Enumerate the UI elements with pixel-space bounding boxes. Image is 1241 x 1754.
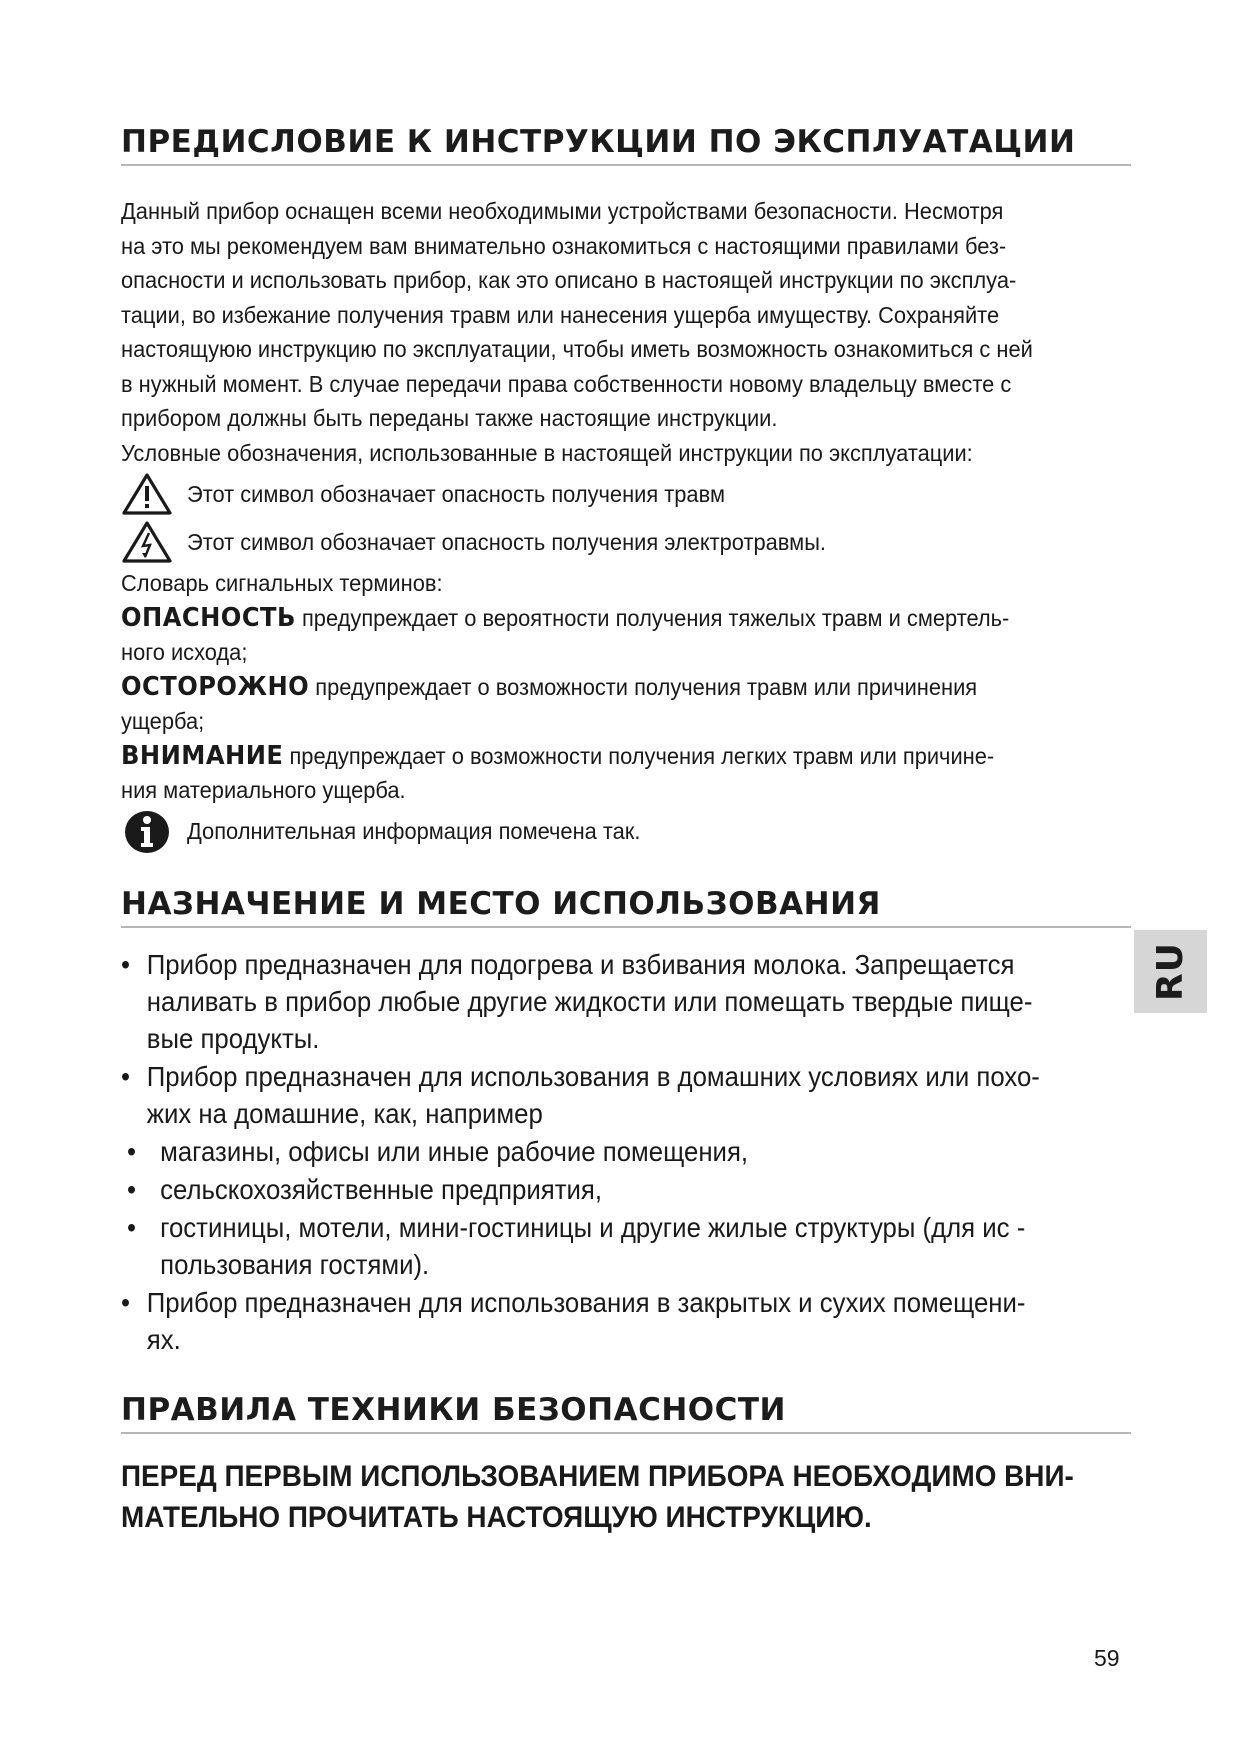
term-text: ния материального ущерба. xyxy=(121,777,406,803)
list-item-line: • Прибор предназначен для подогрева и взбивания молока. Запрещается xyxy=(146,948,1015,980)
page-content xyxy=(121,110,1121,1538)
page-number: 59 xyxy=(1094,1645,1120,1671)
language-tab xyxy=(1134,930,1207,1013)
info-icon xyxy=(121,810,173,854)
symbol-electric-text: Этот символ обозначает опасность получения электротравмы. xyxy=(187,528,826,555)
section-title-safety: ПРАВИЛА ТЕХНИКИ БЕЗОПАСНОСТИ xyxy=(121,1392,1131,1434)
symbol-row-electric xyxy=(121,518,1121,566)
section-title-purpose: НАЗНАЧЕНИЕ И МЕСТО ИСПОЛЬЗОВАНИЯ xyxy=(121,886,1131,928)
paragraph-line: тации, во избежание получения травм или нанесения ущерба имуществу. Сохраняйте xyxy=(121,301,1000,328)
symbol-row-injury xyxy=(121,470,1121,518)
list-item-line: • гостиницы, мотели, мини-гостиницы и другие жилые структуры (для ис - xyxy=(160,1211,1026,1243)
term-caution xyxy=(121,670,1125,739)
list-item-line: • Прибор предназначен для использования в закрытых и сухих помещени- xyxy=(146,1286,1026,1318)
info-note-text: Дополнительная информация помечена так. xyxy=(187,818,641,844)
list-item xyxy=(127,1209,1154,1283)
paragraph-line: прибором должны быть переданы также настоящие инструкции. xyxy=(121,405,778,431)
symbol-injury-text: Этот символ обозначает опасность получения травм xyxy=(187,480,725,507)
list-item-line: вые продукты. xyxy=(146,1022,320,1054)
paragraph-line: настоящуюю инструкцию по эксплуатации, чтобы иметь возможность ознакомиться с ней xyxy=(121,336,1033,362)
list-item-line: ях. xyxy=(146,1323,181,1355)
preface-paragraph xyxy=(121,194,1125,470)
term-attention xyxy=(121,739,1125,808)
paragraph-line: на это мы рекомендуем вам внимательно ознакомиться с настоящими правилами без- xyxy=(121,232,1007,259)
list-item-line: жих на домашние, как, например xyxy=(146,1097,543,1129)
list-item xyxy=(121,1058,1140,1132)
list-item-line: • магазины, офисы или иные рабочие помещения, xyxy=(160,1135,749,1167)
list-item-line: наливать в прибор любые другие жидкости или помещать твердые пище- xyxy=(146,985,1033,1017)
term-text: предупреждает о вероятности получения тяжелых травм и смертель- xyxy=(295,604,1010,631)
paragraph-line: Данный прибор оснащен всеми необходимыми устройствами безопасности. Несмотря xyxy=(121,198,1004,224)
electric-hazard-icon xyxy=(121,520,173,564)
term-text: ного исхода; xyxy=(121,639,248,665)
purpose-list xyxy=(121,946,1121,1358)
warning-triangle-icon xyxy=(121,472,173,516)
section-title-preface: ПРЕДИСЛОВИЕ К ИНСТРУКЦИИ ПО ЭКСПЛУАТАЦИИ xyxy=(121,124,1131,166)
glossary-title: Словарь сигнальных терминов: xyxy=(121,570,443,596)
list-item xyxy=(121,946,1140,1057)
term-keyword: ОСТОРОЖНО xyxy=(121,671,310,702)
paragraph-line: опасности и использовать прибор, как это описано в настоящей инструкции по эксплуа- xyxy=(121,267,1017,293)
list-item xyxy=(121,1284,1140,1358)
warning-line: ПЕРЕД ПЕРВЫМ ИСПОЛЬЗОВАНИЕМ ПРИБОРА НЕОБХОДИМО ВНИ- xyxy=(121,1459,1074,1493)
list-item-line: • сельскохозяйственные предприятия, xyxy=(160,1173,603,1205)
paragraph-line: в нужный момент. В случае передачи права собственности новому владельцу вместе с xyxy=(121,370,1012,397)
term-keyword: ОПАСНОСТЬ xyxy=(121,602,296,633)
language-tab-label: RU xyxy=(1149,942,1191,1001)
term-keyword: ВНИМАНИЕ xyxy=(121,740,284,771)
safety-warning xyxy=(121,1456,1125,1538)
info-note-row xyxy=(121,808,1121,856)
warning-line: МАТЕЛЬНО ПРОЧИТАТЬ НАСТОЯЩУЮ ИНСТРУКЦИЮ. xyxy=(121,1500,872,1534)
list-item xyxy=(127,1133,1154,1170)
symbols-intro: Условные обозначения, использованные в настоящей инструкции по эксплуатации: xyxy=(121,439,973,466)
term-danger xyxy=(121,601,1125,670)
term-text: ущерба; xyxy=(121,708,205,734)
list-item-line: пользования гостями). xyxy=(160,1248,430,1280)
list-item-line: • Прибор предназначен для использования в домашних условиях или похо- xyxy=(146,1060,1040,1092)
term-text: предупреждает о возможности получения легких травм или причине- xyxy=(283,742,995,769)
term-text: предупреждает о возможности получения травм или причинения xyxy=(309,673,978,700)
list-item xyxy=(127,1171,1154,1208)
